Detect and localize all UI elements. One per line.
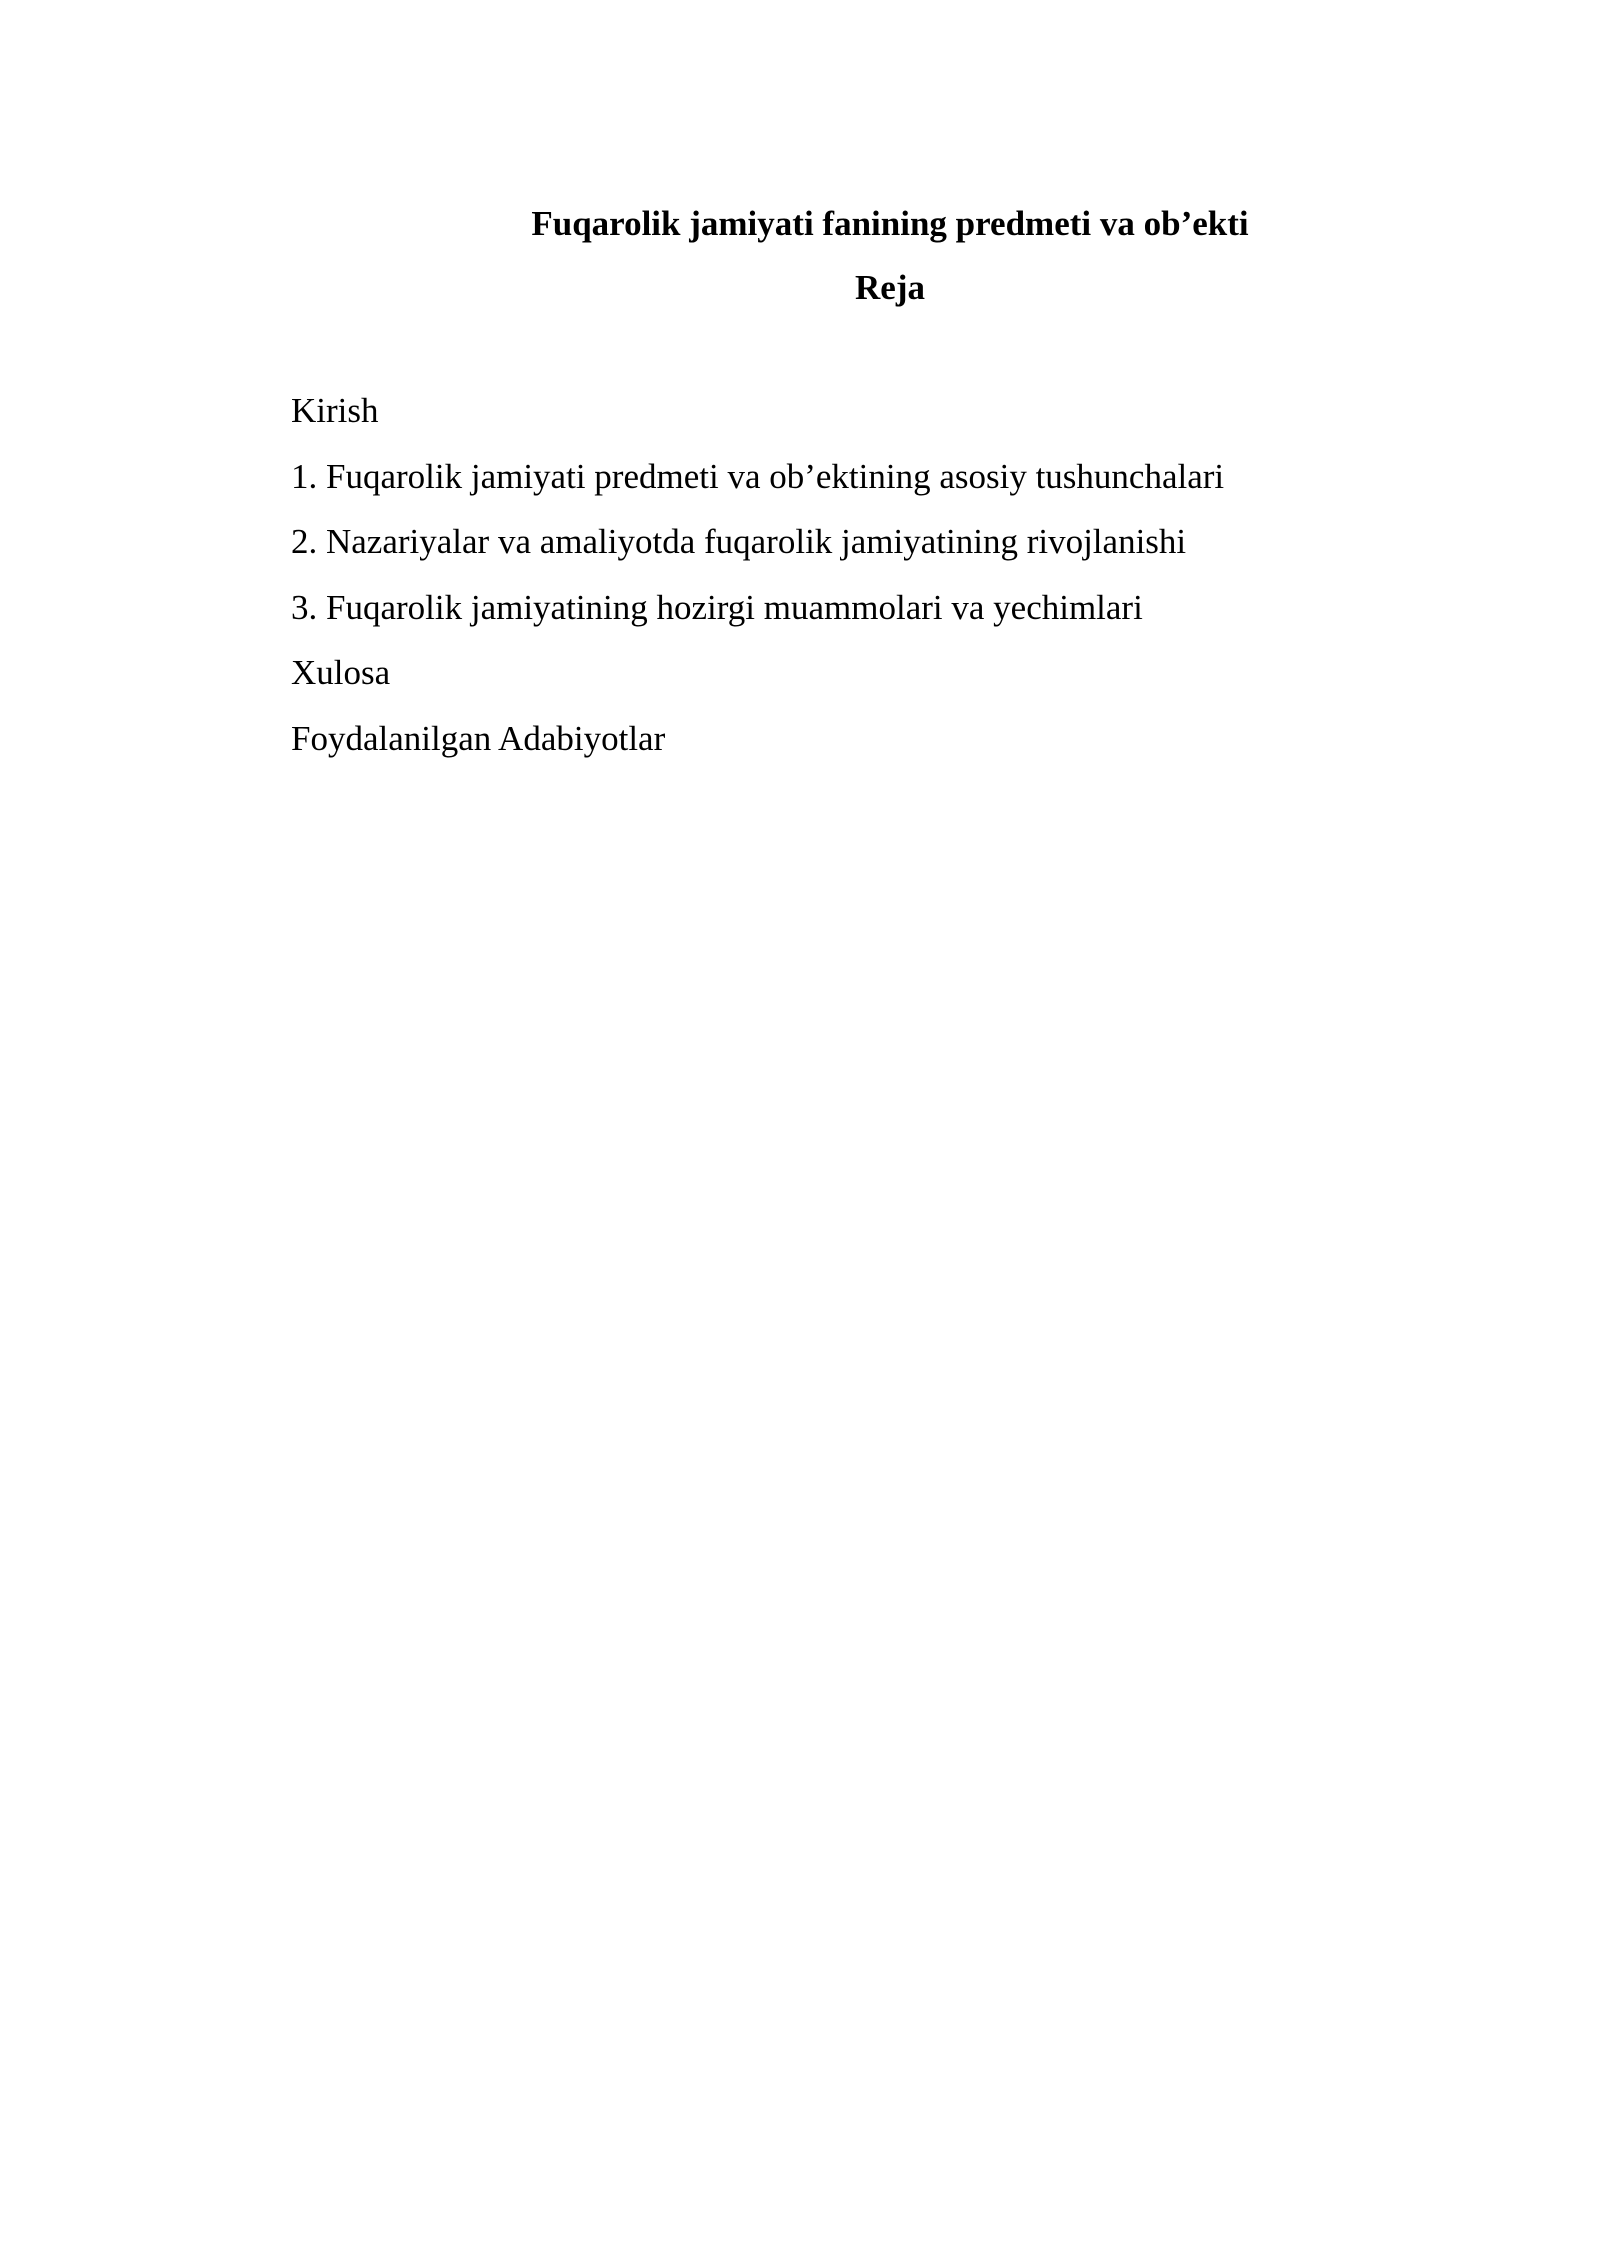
plan-heading: Reja — [855, 268, 925, 307]
plan-item-intro: Kirish — [291, 391, 379, 430]
plan-item-references: Foydalanilgan Adabiyotlar — [291, 718, 666, 758]
document-title: Fuqarolik jamiyati fanining predmeti va ob’ekti — [531, 204, 1249, 243]
plan-item-1: 1. Fuqarolik jamiyati predmeti va ob’ektining asosiy tushunchalari — [291, 456, 1225, 496]
plan-list — [291, 378, 1224, 771]
plan-item-3: 3. Fuqarolik jamiyatining hozirgi muammolari va yechimlari — [291, 587, 1143, 627]
plan-item-2: 2. Nazariyalar va amaliyotda fuqarolik jamiyatining rivojlanishi — [291, 522, 1187, 561]
plan-item-conclusion: Xulosa — [291, 653, 391, 692]
